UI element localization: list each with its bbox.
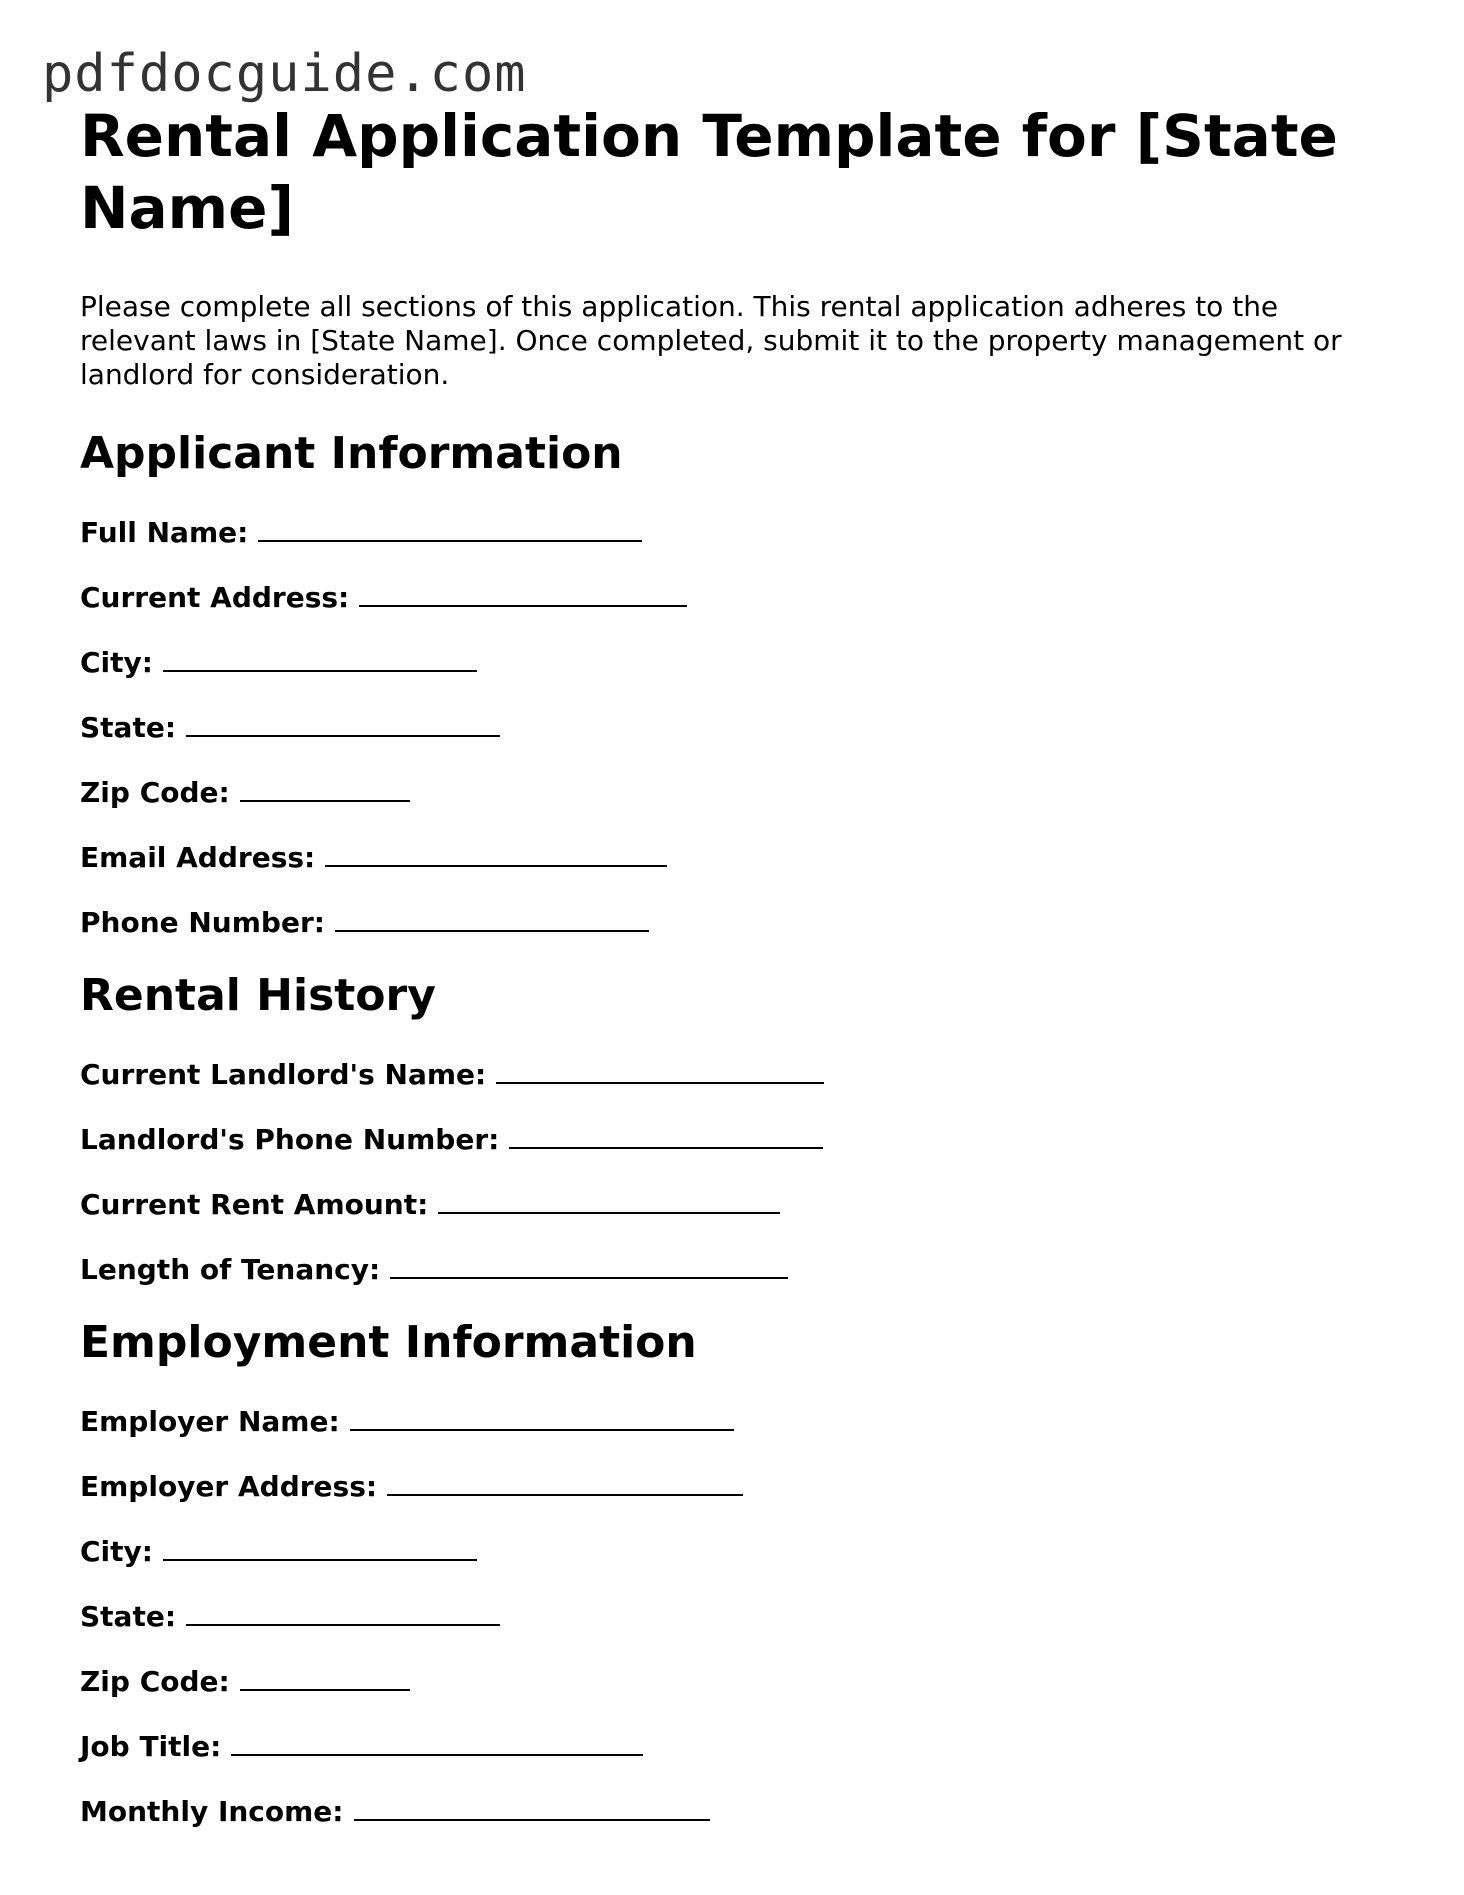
field-city: [80, 644, 1400, 680]
field-label: Length of Tenancy:: [80, 1253, 381, 1286]
rental-history-section: [80, 970, 1400, 1287]
field-monthly-income: [80, 1793, 1400, 1829]
phone-number-blank[interactable]: [335, 904, 649, 932]
field-label: City:: [80, 646, 153, 679]
field-full-name: [80, 514, 1400, 550]
field-label: State:: [80, 1600, 177, 1633]
field-label: Employer Name:: [80, 1405, 340, 1438]
length-of-tenancy-blank[interactable]: [390, 1251, 788, 1279]
city-blank[interactable]: [163, 644, 477, 672]
field-phone-number: [80, 904, 1400, 940]
field-current-landlord-name: [80, 1056, 1400, 1092]
current-address-blank[interactable]: [359, 579, 687, 607]
field-employer-city: [80, 1533, 1400, 1569]
field-label: Landlord's Phone Number:: [80, 1123, 500, 1156]
field-employer-state: [80, 1598, 1400, 1634]
field-length-of-tenancy: [80, 1251, 1400, 1287]
email-address-blank[interactable]: [325, 839, 667, 867]
employer-name-blank[interactable]: [350, 1403, 734, 1431]
field-label: Current Rent Amount:: [80, 1188, 429, 1221]
document-body: [80, 100, 1400, 1829]
field-label: Current Landlord's Name:: [80, 1058, 487, 1091]
field-employer-name: [80, 1403, 1400, 1439]
zip-code-blank[interactable]: [240, 774, 410, 802]
field-label: Monthly Income:: [80, 1795, 344, 1828]
state-blank[interactable]: [186, 709, 500, 737]
field-label: Full Name:: [80, 516, 249, 549]
applicant-information-section: [80, 428, 1400, 940]
current-landlord-name-blank[interactable]: [496, 1056, 824, 1084]
intro-paragraph: Please complete all sections of this application. This rental application adheres to the relevant laws in [State Name]. Once completed, submit it to the property management or landlord for consideration.: [80, 290, 1342, 391]
section-heading-employment: Employment Information: [80, 1317, 697, 1368]
field-job-title: [80, 1728, 1400, 1764]
section-heading-rental: Rental History: [80, 970, 436, 1021]
full-name-blank[interactable]: [258, 514, 642, 542]
employer-zip-code-blank[interactable]: [240, 1663, 410, 1691]
field-label: Phone Number:: [80, 906, 325, 939]
field-current-rent-amount: [80, 1186, 1400, 1222]
landlord-phone-number-blank[interactable]: [509, 1121, 823, 1149]
field-label: Zip Code:: [80, 1665, 230, 1698]
watermark: pdfdocguide.com: [42, 44, 527, 104]
field-email-address: [80, 839, 1400, 875]
field-label: City:: [80, 1535, 153, 1568]
field-label: Employer Address:: [80, 1470, 378, 1503]
field-label: Current Address:: [80, 581, 350, 614]
field-employer-address: [80, 1468, 1400, 1504]
field-state: [80, 709, 1400, 745]
field-landlord-phone-number: [80, 1121, 1400, 1157]
field-label: Email Address:: [80, 841, 316, 874]
employer-state-blank[interactable]: [186, 1598, 500, 1626]
field-current-address: [80, 579, 1400, 615]
field-employer-zip-code: [80, 1663, 1400, 1699]
field-label: Zip Code:: [80, 776, 230, 809]
field-label: State:: [80, 711, 177, 744]
employer-address-blank[interactable]: [387, 1468, 743, 1496]
page-title: Rental Application Template for [State Name]: [80, 102, 1338, 242]
section-heading-applicant: Applicant Information: [80, 428, 623, 479]
job-title-blank[interactable]: [231, 1728, 643, 1756]
employment-information-section: [80, 1317, 1400, 1829]
monthly-income-blank[interactable]: [354, 1793, 710, 1821]
current-rent-amount-blank[interactable]: [438, 1186, 780, 1214]
employer-city-blank[interactable]: [163, 1533, 477, 1561]
field-label: Job Title:: [80, 1730, 222, 1763]
field-zip-code: [80, 774, 1400, 810]
